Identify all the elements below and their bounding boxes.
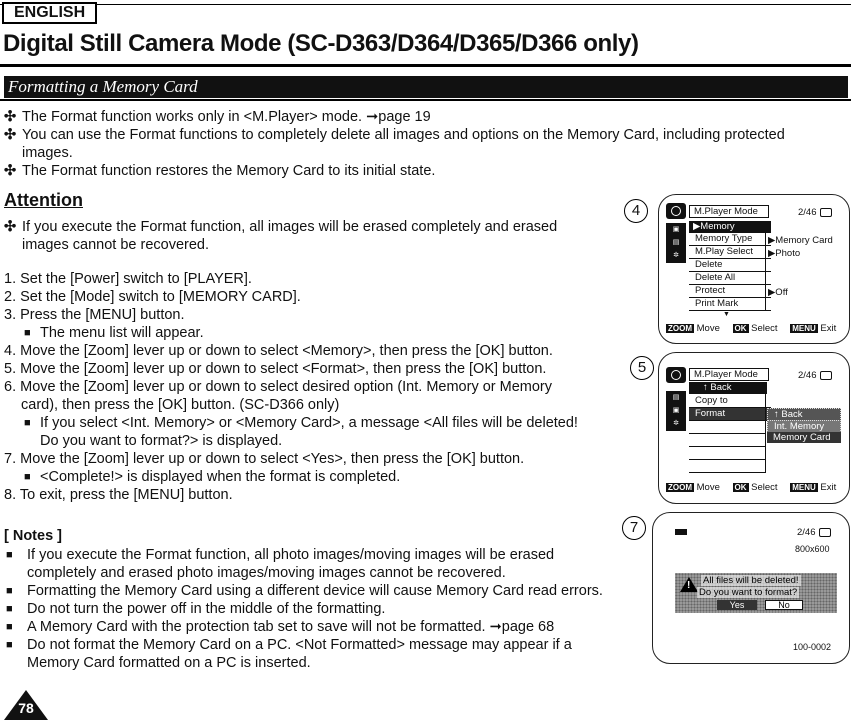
clover-bullet-icon: ✣: [4, 127, 17, 143]
intro-item: You can use the Format functions to completely delete all images and options on the Memory Card, including protected: [22, 127, 785, 143]
step-note: The menu list will appear.: [40, 325, 204, 341]
submenu-memory-card[interactable]: Memory Card: [767, 432, 841, 443]
menu-item[interactable]: Print Mark: [689, 298, 771, 311]
image-counter: 2/46: [798, 207, 817, 218]
image-counter: 2/46: [797, 527, 816, 538]
title-rule: [0, 64, 851, 67]
screen-footer: [666, 323, 844, 337]
language-label: ENGLISH: [2, 2, 97, 24]
move-label: Move: [696, 323, 720, 334]
menu-sidebar: ▤ ▣ ✲: [666, 391, 686, 431]
menu-item-empty: [689, 447, 765, 460]
screen-footer: [666, 482, 844, 496]
menu-item[interactable]: Protect: [689, 285, 771, 298]
intro-item: The Format function restores the Memory Card to its initial state.: [22, 163, 436, 179]
note-item: completely and erased photo images/moving images cannot be recovered.: [27, 565, 506, 581]
menu-title: M.Player Mode: [689, 368, 769, 381]
menu-value: ▶Photo: [768, 248, 801, 259]
page-title: Digital Still Camera Mode (SC-D363/D364/D365/D366 only): [3, 30, 639, 57]
zoom-key: ZOOM: [668, 324, 692, 333]
intro-list: [0, 108, 851, 180]
step-note: If you select <Int. Memory> or <Memory Card>, a message <All files will be deleted!: [40, 415, 578, 431]
move-label: Move: [696, 482, 720, 493]
menu-item[interactable]: Delete All: [689, 272, 771, 285]
clover-bullet-icon: ✣: [4, 163, 17, 179]
square-bullet-icon: ■: [24, 327, 31, 339]
square-bullet-icon: ■: [6, 621, 13, 633]
zoom-key: ZOOM: [668, 483, 692, 492]
attention-text: [0, 218, 620, 254]
clover-bullet-icon: ✣: [4, 109, 17, 125]
steps-list: [0, 270, 650, 504]
screen-step-7: [652, 512, 850, 664]
select-label: Select: [751, 482, 778, 493]
step-number-circle: 5: [630, 356, 654, 380]
note-item: Memory Card formatted on a PC is inserted.: [27, 655, 311, 671]
battery-icon: [820, 371, 832, 380]
step-item: 7. Move the [Zoom] lever up or down to select <Yes>, then press the [OK] button.: [4, 451, 525, 467]
attention-line: If you execute the Format function, all images will be erased completely and erased: [22, 219, 558, 235]
no-button[interactable]: No: [765, 600, 803, 610]
format-message-1: All files will be deleted!: [703, 575, 799, 586]
screen-step-4: [658, 194, 850, 344]
menu-item-empty: [689, 460, 765, 473]
memory-card-icon: [675, 529, 687, 535]
notes-list: [0, 546, 660, 672]
yes-button[interactable]: Yes: [717, 600, 757, 610]
memory-card-icon: [666, 367, 686, 383]
square-bullet-icon: ■: [6, 603, 13, 615]
step-number-circle: 7: [622, 516, 646, 540]
ok-key: OK: [734, 324, 747, 333]
step-item: 5. Move the [Zoom] lever up or down to select <Format>, then press the [OK] button.: [4, 361, 547, 377]
clover-bullet-icon: ✣: [4, 219, 17, 235]
memory-card-icon: [666, 203, 686, 219]
note-item: A Memory Card with the protection tab set to save will not be formatted. ➞page 68: [27, 619, 555, 635]
resolution-label: 800x600: [795, 544, 830, 554]
notes-heading: [ Notes ]: [4, 528, 62, 544]
select-label: Select: [751, 323, 778, 334]
intro-item: images.: [22, 145, 73, 161]
battery-icon: [820, 208, 832, 217]
square-bullet-icon: ■: [6, 549, 13, 561]
format-dialog: [675, 573, 837, 613]
exit-label: Exit: [820, 482, 837, 493]
step-item: 2. Set the [Mode] switch to [MEMORY CARD].: [4, 289, 301, 305]
menu-title: M.Player Mode: [689, 205, 769, 218]
note-item: Do not format the Memory Card on a PC. <Not Formatted> message may appear if a: [27, 637, 572, 653]
menu-sidebar: ▣ ▤ ✲: [666, 223, 686, 263]
warning-icon: !: [680, 577, 698, 593]
note-item: Formatting the Memory Card using a different device will cause Memory Card read errors.: [27, 583, 603, 599]
submenu-int-memory[interactable]: Int. Memory: [767, 420, 841, 433]
menu-item[interactable]: Copy to: [689, 395, 771, 408]
submenu-back[interactable]: ↑ Back: [767, 408, 841, 421]
step-note: Do you want to format?> is displayed.: [40, 433, 283, 449]
menu-item-empty: [689, 421, 765, 434]
attention-heading: Attention: [4, 190, 83, 210]
step-number-circle: 4: [624, 199, 648, 223]
menu-item-empty: [689, 434, 765, 447]
back-item[interactable]: ↑ Back: [689, 382, 767, 394]
menu-key: MENU: [792, 324, 816, 333]
menu-item-format[interactable]: Format: [689, 408, 771, 421]
menu-divider: [765, 382, 766, 473]
square-bullet-icon: ■: [6, 639, 13, 651]
intro-item: The Format function works only in <M.Player> mode. ➞page 19: [22, 109, 431, 125]
menu-divider: [765, 221, 766, 311]
square-bullet-icon: ■: [24, 471, 31, 483]
menu-item[interactable]: Delete: [689, 259, 771, 272]
menu-item[interactable]: Memory Type: [689, 233, 771, 246]
scroll-down-icon: ▼: [723, 311, 730, 318]
battery-icon: [819, 528, 831, 537]
menu-item[interactable]: M.Play Select: [689, 246, 771, 259]
file-number: 100-0002: [793, 642, 832, 652]
screen-step-5: [658, 352, 850, 504]
step-item: 4. Move the [Zoom] lever up or down to select <Memory>, then press the [OK] button.: [4, 343, 553, 359]
attention-line: images cannot be recovered.: [22, 237, 209, 253]
format-message-2: Do you want to format?: [699, 587, 798, 598]
menu-value: ▶Memory Card: [768, 235, 833, 246]
step-item: 8. To exit, press the [MENU] button.: [4, 487, 233, 503]
header-rule: [0, 4, 851, 5]
page-number: 78: [18, 700, 34, 716]
step-item: 6. Move the [Zoom] lever up or down to select desired option (Int. Memory or Memory: [4, 379, 553, 395]
square-bullet-icon: ■: [24, 417, 31, 429]
image-counter: 2/46: [798, 370, 817, 381]
note-item: Do not turn the power off in the middle of the formatting.: [27, 601, 386, 617]
menu-value: ▶Off: [768, 287, 788, 298]
menu-selected-memory[interactable]: ▶Memory: [689, 221, 771, 233]
section-rule: [0, 99, 851, 101]
step-note: <Complete!> is displayed when the format is completed.: [40, 469, 401, 485]
step-item: card), then press the [OK] button. (SC-D366 only): [21, 397, 340, 413]
step-item: 1. Set the [Power] switch to [PLAYER].: [4, 271, 252, 287]
menu-key: MENU: [792, 483, 816, 492]
note-item: If you execute the Format function, all photo images/moving images will be erased: [27, 547, 555, 563]
section-title: Formatting a Memory Card: [4, 76, 848, 98]
exit-label: Exit: [820, 323, 837, 334]
ok-key: OK: [734, 483, 747, 492]
square-bullet-icon: ■: [6, 585, 13, 597]
step-item: 3. Press the [MENU] button.: [4, 307, 185, 323]
